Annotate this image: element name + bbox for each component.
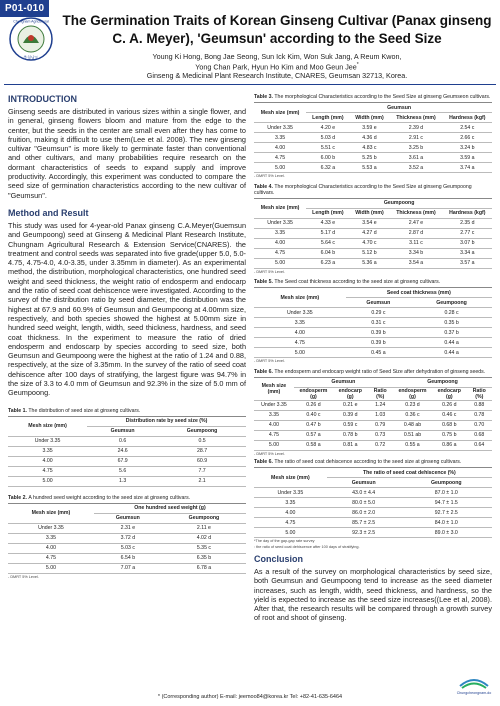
table-cell: 86.0 ± 2.0 [327,508,401,518]
table-cell: 0.39 b [346,328,411,338]
table-cell: 0.21 e [333,400,368,410]
table-cell: 0.78 b [333,430,368,440]
table-4-caption: Table 4. The morphological Characteristics according to the Seed Size at ginseng Geumpoong cultivars. [254,183,472,196]
table-row [254,308,492,318]
table-cell: 5.35 c [162,543,246,553]
table-cell: 3.34 b [389,248,442,258]
table-cell: 5.17 d [306,228,349,238]
table-cell: Under 3.35 [254,308,346,318]
table-cell: 3.35 [254,228,306,238]
table-cell: 0.48 ab [393,420,432,430]
table-cell: 3.74 a [443,163,492,173]
table-6-group-geumpoong: Geumpoong [393,377,492,387]
table-row [254,238,492,248]
table-row [8,563,246,573]
table-cell: 3.07 b [443,238,492,248]
table-cell: 0.58 a [294,440,333,450]
table-row [254,328,492,338]
table-cell: 4.75 [8,466,87,476]
table-row [254,528,492,538]
table-7-mesh-header: Mesh size (mm) [254,468,327,488]
table-cell: 4.00 [254,143,306,153]
table-cell: 6.00 b [306,153,349,163]
table-row [8,533,246,543]
table-cell: 0.26 d [294,400,333,410]
table-cell: 0.46 c [432,410,467,420]
table-cell: 2.91 c [389,133,442,143]
table-5-mesh-header: Mesh size (mm) [254,288,346,308]
table-cell: 0.75 b [432,430,467,440]
table-cell: 4.02 d [162,533,246,543]
table-cell: 0.29 c [346,308,411,318]
table-row [254,410,492,420]
title-line-1: The Germination Traits of Korean Ginseng Cultivar (Panax ginseng [62,13,492,28]
table-7-caption: Table 6. The ratio of seed coat dehiscence according to the seed size at ginseng cultivars. [254,459,462,465]
table-cell: 6.32 a [306,163,349,173]
table-cell: 0.39 b [346,338,411,348]
table-cell: 0.81 a [333,440,368,450]
table-4-col: Hardness (kgf) [443,208,492,218]
table-cell: 4.00 [254,508,327,518]
table-7-col: Geumsun [327,478,401,488]
table-row [254,498,492,508]
table-cell: 0.68 [467,430,492,440]
table-row [254,123,492,133]
table-cell: 3.35 [254,318,346,328]
table-1-col: Geumpoong [158,426,246,436]
table-cell: 4.27 d [350,228,390,238]
table-cell: 4.00 [254,328,346,338]
table-cell: 1.3 [87,476,158,486]
table-2-col: Geumsun [94,513,162,523]
table-cell: 5.00 [254,440,294,450]
table-row [8,523,246,533]
left-column [8,94,246,579]
page-title [62,12,492,48]
table-cell: 4.36 d [350,133,390,143]
method-heading: Method and Result [8,207,89,218]
method-text: This study was used for 4-year-old Panax ginseng C.A.Meyer(Guemsun and Geumpoong) seed at Ginseng & Medicinal Plant Research Institute, Chungnam Agricultural Research & Extension Service(CNARES). the treatment and control seeds was separated into five grade(upper 5.0, 5.0-4.75, 4.75-4.0, 4.0-3.35, under 3.35mm in diameter). As an experimental method, the distribution, morphological characteristics, one hundred seed weight and seed thickness, the weight ratio of endosperm and endocarp and the ratio of seed coat dehiscence were investigated. According to the survey of the distribution ratio by seed diameter, the distribution was the highest at 67.9 and 60.9% of Geumsun and Geumpoong at 4.00mm size, respectively, and both species showed the highest at 5.00mm size in hundred seed weight, length, width, seed thickness, hardness, and seed coat thickness. In the experiment to measure the ratio of dried endosperm and endoscarp by species according to seed size, both Geumsun and Geumpoong were the highest at the ratio of 1.24 and 0.88, respectively, at the size of 3.35mm. In the survey of the ratio of seed coat dehiscence after 100 days of stratifying, the largest figure was 94.7% in the size of 3.3 to 4.0 mm of Geumsun and 92.3% in the size of 5.0 mm of Geumpoong. [8,220,246,398]
table-cell: 4.00 [8,543,94,553]
table-cell: 3.35 [8,446,87,456]
table-row [254,338,492,348]
table-cell: 4.00 [254,420,294,430]
table-cell: 6.04 b [306,248,349,258]
table-cell: 5.00 [254,258,306,268]
table-row [254,258,492,268]
table-cell: 4.75 [8,553,94,563]
table-cell: 3.25 b [389,143,442,153]
table-2 [8,495,246,580]
table-4-col: Width (mm) [350,208,390,218]
table-cell: 0.47 b [294,420,333,430]
table-row [254,488,492,498]
table-cell: 0.45 a [346,348,411,358]
table-cell: 0.64 [467,440,492,450]
table-3 [254,94,492,179]
table-cell: 2.1 [158,476,246,486]
table-row [254,430,492,440]
table-cell: 0.44 a [411,338,492,348]
table-6-caption: Table 6. The endosperm and endocarp weight ratio of Seed Size after dehydration of ginseng seeds. [254,368,486,375]
table-6 [254,369,492,457]
table-row [254,248,492,258]
table-6-col: endocarp (g) [432,387,467,400]
table-cell: 0.26 d [432,400,467,410]
table-row [8,543,246,553]
table-row [254,218,492,228]
table-cell: 0.86 a [432,440,467,450]
table-row [254,348,492,358]
table-cell: Under 3.35 [8,436,87,446]
table-cell: 0.44 a [411,348,492,358]
logo-text-korean: 충청남도 [23,55,39,60]
table-cell: 84.0 ± 1.0 [401,518,492,528]
table-2-group-header: One hundred seed weight (g) [94,503,246,513]
table-cell: 0.36 c [393,410,432,420]
table-cell: 0.88 [467,400,492,410]
table-cell: 5.53 a [350,163,390,173]
intro-text: Ginseng seeds are distributed in various sizes within a single flower, and in general, ginseng flowers bloom and mature from the edge to the center, but the seeds in the center are small even after they has come to fruition, making it difficult to use them(Lee et al. 2008). The new ginseng cultivar "Geumsun" is more likely to germinate faster than conventional and other cultivars, and many probabilities require research on the dormant characteristics of seeds to expand supply and improve productivity. Accordingly, this experiment was conducted to compare the seed size of germination characteristics according to the new cultivar of "Geumsun". [8,107,246,200]
table-cell: 0.31 c [346,318,411,328]
table-cell: 0.6 [87,436,158,446]
table-5 [254,279,492,364]
table-5-col: Geumsun [346,298,411,308]
table-cell: 85.7 ± 2.5 [327,518,401,528]
table-cell: 2.77 c [443,228,492,238]
table-3-col: Hardness (kgf) [443,113,492,123]
table-6-col: Ratio (%) [368,387,393,400]
table-cell: 24.6 [87,446,158,456]
table-cell: 0.73 [368,430,393,440]
table-cell: 2.35 d [443,218,492,228]
table-cell: 28.7 [158,446,246,456]
table-cell: 92.7 ± 2.5 [401,508,492,518]
table-4-group-header: Geumpoong [306,198,492,208]
table-row [8,456,246,466]
table-cell: 92.3 ± 2.5 [327,528,401,538]
table-cell: 80.0 ± 5.0 [327,498,401,508]
poster-id-badge: P01-010 [0,0,49,17]
table-cell: 3.59 e [350,123,390,133]
table-cell: 4.00 [8,456,87,466]
table-cell: 67.9 [87,456,158,466]
table-cell: 5.64 c [306,238,349,248]
table-row [254,508,492,518]
table-row [254,400,492,410]
table-cell: 1.24 [368,400,393,410]
table-cell: 3.72 d [94,533,162,543]
table-row [8,553,246,563]
table-5-group-header: Seed coat thickness (mm) [346,288,492,298]
table-7-col: Geumpoong [401,478,492,488]
table-cell: 3.35 [254,498,327,508]
table-2-col: Geumpoong [162,513,246,523]
table-7-note-1: *The day of the gap-gap rate survey [254,539,315,543]
table-5-note: - DMRT 5% Level. [254,359,285,363]
table-cell: 5.36 a [350,258,390,268]
table-1-group-header: Distribution rate by seed size (%) [87,416,246,426]
table-3-note: - DMRT 5% Level. [254,174,285,178]
table-cell: 4.33 e [306,218,349,228]
table-cell: 3.35 [254,410,294,420]
table-row [8,436,246,446]
table-row [8,476,246,486]
affiliation: Ginseng & Medicinal Plant Research Institute, CNARES, Geumsan 32713, Korea. [146,71,408,81]
table-cell: 6.35 b [162,553,246,563]
table-cell: 0.40 c [294,410,333,420]
table-cell: 5.03 d [306,133,349,143]
footer-contact: * (Corresponding author) E-mail: jeemoo84@korea.kr Tel: +82-41-635-6464 [157,694,343,700]
table-1-col: Geumsun [87,426,158,436]
table-cell: 3.54 e [350,218,390,228]
table-cell: 0.35 b [411,318,492,328]
table-cell: Under 3.35 [254,400,294,410]
table-cell: 3.11 c [389,238,442,248]
table-cell: 94.7 ± 1.5 [401,498,492,508]
table-cell: 3.52 a [389,163,442,173]
intro-heading: INTRODUCTION [8,94,77,104]
table-6-col: endocarp (g) [333,387,368,400]
corresponding-mark: * [356,62,359,68]
right-column [254,94,492,623]
table-cell: 5.00 [254,528,327,538]
table-cell: 89.0 ± 3.0 [401,528,492,538]
table-4-col: Thickness (mm) [389,208,442,218]
table-cell: 2.54 c [443,123,492,133]
table-6-col: Ratio (%) [467,387,492,400]
table-cell: 0.72 [368,440,393,450]
table-cell: 0.59 c [333,420,368,430]
table-2-mesh-header: Mesh size (mm) [8,503,94,523]
table-7 [254,459,492,549]
table-cell: 0.28 c [411,308,492,318]
table-5-caption: Table 5. The Seed coat thickness according to the seed size at ginseng cultivars. [254,279,441,285]
table-cell: 2.87 d [389,228,442,238]
header-divider [4,84,496,85]
table-row [254,440,492,450]
table-cell: 60.9 [158,456,246,466]
table-4-mesh-header: Mesh size (mm) [254,198,306,218]
table-cell: 4.70 c [350,238,390,248]
table-cell: 5.25 b [350,153,390,163]
table-cell: 3.34 a [443,248,492,258]
table-1-mesh-header: Mesh size (mm) [8,416,87,436]
table-row [254,228,492,238]
table-cell: 43.0 ± 4.4 [327,488,401,498]
table-3-mesh-header: Mesh size (mm) [254,103,306,123]
table-4-col: Length (mm) [306,208,349,218]
table-1-caption: Table 1. The distribution of seed size at ginseng cultivars. [8,407,141,414]
table-7-group-header: The ratio of seed coat dehiscence (%) [327,468,492,478]
table-cell: 6.54 b [94,553,162,563]
table-6-mesh-header: Mesh size (mm) [254,377,294,400]
table-cell: 0.5 [158,436,246,446]
table-3-group-header: Geumsun [306,103,492,113]
table-cell: 0.55 a [393,440,432,450]
table-cell: Under 3.35 [254,123,306,133]
table-cell: 0.79 [368,420,393,430]
table-cell: 4.20 e [306,123,349,133]
logo-text: Chungnam Agricultural [13,19,49,24]
table-cell: 4.83 c [350,143,390,153]
table-cell: 0.78 [467,410,492,420]
table-row [254,420,492,430]
table-5-col: Geumpoong [411,298,492,308]
table-cell: 4.00 [254,238,306,248]
table-cell: 3.54 a [389,258,442,268]
table-4-note: - DMRT 5% Level. [254,269,285,274]
table-cell: 0.68 b [432,420,467,430]
table-cell: 2.47 e [389,218,442,228]
table-cell: 5.00 [254,163,306,173]
table-cell: 7.7 [158,466,246,476]
table-row [254,143,492,153]
conclusion-heading: Conclusion [254,554,303,564]
table-cell: 0.57 a [294,430,333,440]
table-cell: 4.75 [254,338,346,348]
table-cell: 0.23 d [393,400,432,410]
table-cell: 2.11 e [162,523,246,533]
table-cell: 0.70 [467,420,492,430]
province-logo-text: Chungcheongnam-do [456,691,492,695]
authors-block [62,52,492,80]
table-cell: 4.75 [254,430,294,440]
table-7-note-2: : the ratio of seed coat dehiscence after 100 days of stratifying. [254,544,360,549]
table-1 [8,408,246,487]
table-3-col: Width (mm) [350,113,390,123]
table-cell: 0.37 b [411,328,492,338]
institute-logo [8,16,54,62]
table-cell: 5.03 c [94,543,162,553]
table-4 [254,184,492,275]
table-6-note: - DMRT 5% Level. [254,451,285,456]
table-cell: 5.00 [8,476,87,486]
table-3-col: Length (mm) [306,113,349,123]
title-line-2: C. A. Meyer), 'Geumsun' according to the Seed Size [112,31,442,46]
authors-line-2: Yong Chan Park, Hyun Ho Kim and Moo Geun Jee* [195,62,359,72]
table-cell: 2.31 e [94,523,162,533]
table-cell: 5.6 [87,466,158,476]
table-cell: 2.39 d [389,123,442,133]
table-3-col: Thickness (mm) [389,113,442,123]
table-cell: 6.78 a [162,563,246,573]
table-cell: 3.59 a [443,153,492,163]
conclusion-text: As a result of the survey on morphological characteristics by seed size, both Geumsun and Geumpoong tend to increase as the seed diameter increases, such as length, width, seed thickness, and hardness, so the yield is expected to increase as the seed size increases((Lee et al, 2008). After that, the research results will be compared through a growth survey of root and shoot of ginseng. [254,567,492,623]
table-row [254,163,492,173]
table-cell: 1.03 [368,410,393,420]
table-row [254,518,492,528]
table-cell: 4.75 [254,153,306,163]
table-cell: 5.12 b [350,248,390,258]
table-row [8,466,246,476]
table-cell: 5.00 [254,348,346,358]
table-cell: 3.35 [254,133,306,143]
table-cell: 6.23 a [306,258,349,268]
table-cell: 5.00 [8,563,94,573]
province-logo [456,672,492,696]
table-cell: 0.51 ab [393,430,432,440]
table-cell: 0.39 d [333,410,368,420]
table-cell: 3.24 b [443,143,492,153]
table-6-group-geumsun: Geumsun [294,377,393,387]
table-cell: 2.66 c [443,133,492,143]
table-cell: 7.07 a [94,563,162,573]
table-cell: 4.75 [254,248,306,258]
table-2-caption: Table 2. A hundred seed weight according to the seed size at ginseng cultivars. [8,494,191,501]
table-2-note: - DMRT 5% Level. [8,574,39,579]
table-cell: 3.57 a [443,258,492,268]
table-cell: Under 3.35 [254,488,327,498]
table-row [8,446,246,456]
table-row [254,153,492,163]
table-cell: 3.61 a [389,153,442,163]
table-cell: 5.51 c [306,143,349,153]
table-6-col: endosperm (g) [393,387,432,400]
table-cell: Under 3.35 [8,523,94,533]
table-row [254,133,492,143]
table-cell: 3.35 [8,533,94,543]
table-cell: 87.0 ± 1.0 [401,488,492,498]
authors-line: Young Ki Hong, Bong Jae Seong, Sun Ick Kim, Won Suk Jang, A Reum Kwon, [152,52,402,61]
table-6-col: endosperm (g) [294,387,333,400]
table-cell: Under 3.35 [254,218,306,228]
table-cell: 4.75 [254,518,327,528]
table-3-caption: Table 3. The morphological Characteristics according to the Seed Size at ginseng Geumseon cultivars. [254,94,491,100]
table-row [254,318,492,328]
